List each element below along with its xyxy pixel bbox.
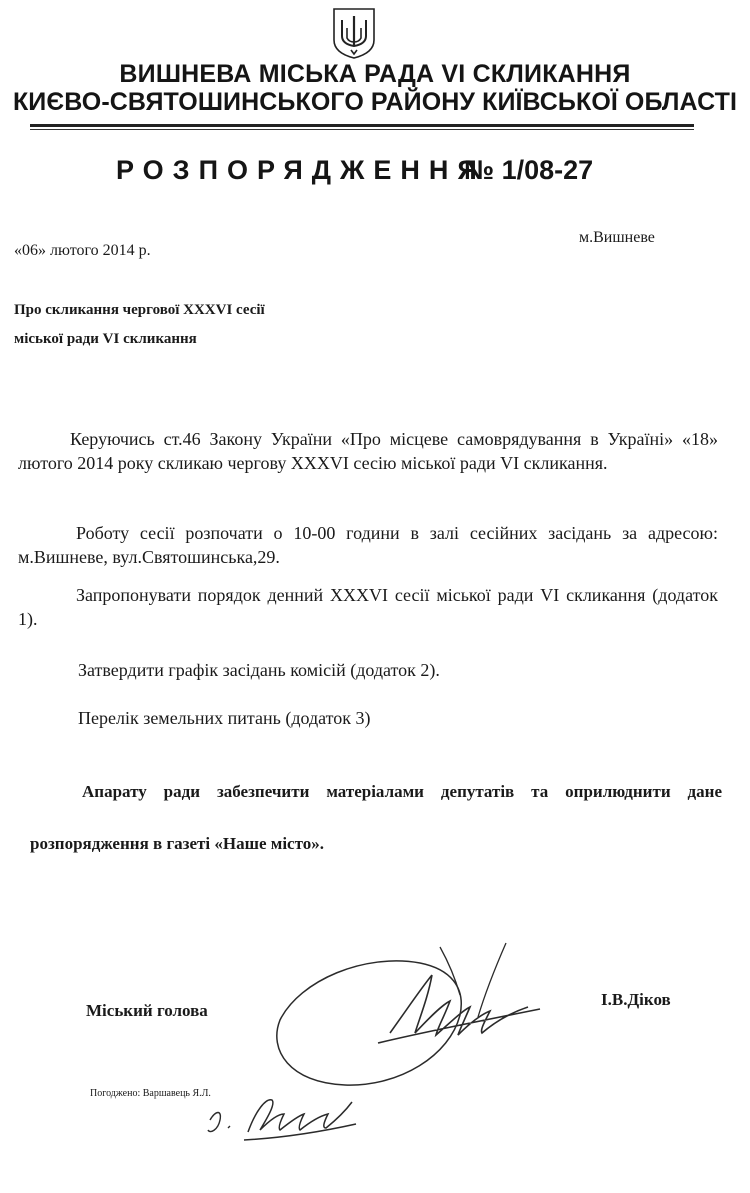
signatory-position: Міський голова — [86, 1001, 208, 1020]
trident-coat-of-arms-icon — [330, 6, 378, 60]
signatory-name: І.В.Діков — [601, 990, 671, 1009]
body-paragraph-4: Затвердити графік засідань комісій (додаток 2). — [78, 660, 440, 680]
header-divider-thin — [30, 129, 694, 130]
header-divider-thick — [30, 124, 694, 127]
council-name-line2: КИЄВО-СВЯТОШИНСЬКОГО РАЙОНУ КИЇВСЬКОЇ ОБЛАСТІ — [12, 88, 738, 116]
document-date: «06» лютого 2014 р. — [14, 242, 151, 259]
agreed-by-note: Погоджено: Варшавець Я.Л. — [90, 1088, 211, 1099]
body-paragraph-3: Запропонувати порядок денний XXXVI сесії міської ради VI скликання (додаток 1). — [18, 585, 718, 629]
subject-line2: міської ради VI скликання — [14, 331, 197, 347]
body-paragraph-6: Апарату ради забезпечити матеріалами депутатів та оприлюднити дане розпорядження в газеті «Наше місто». — [30, 782, 722, 853]
document-place: м.Вишневе — [579, 229, 655, 246]
document-number: № 1/08-27 — [464, 155, 594, 185]
body-paragraph-2: Роботу сесії розпочати о 10-00 години в залі сесійних засідань за адресою: м.Вишневе, вул.Святошинська,29. — [18, 523, 718, 567]
subject-line1: Про скликання чергової XXXVI сесії — [14, 302, 265, 318]
approver-signature — [200, 1080, 360, 1150]
body-paragraph-1: Керуючись ст.46 Закону України «Про місцеве самоврядування в Україні» «18» лютого 2014 року скликаю чергову XXXVI сесію міської ради VI скликання. — [18, 429, 718, 473]
council-name-line1: ВИШНЕВА МІСЬКА РАДА VI СКЛИКАННЯ — [119, 60, 631, 88]
mayor-signature — [270, 935, 560, 1095]
body-paragraph-5: Перелік земельних питань (додаток 3) — [78, 708, 371, 728]
document-type-title: РОЗПОРЯДЖЕННЯ — [116, 155, 486, 185]
